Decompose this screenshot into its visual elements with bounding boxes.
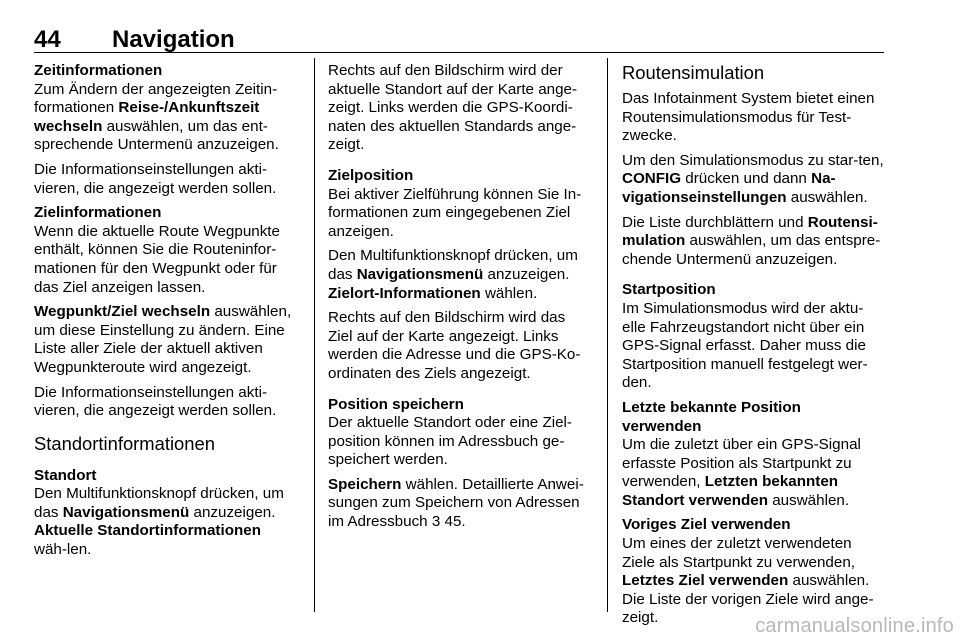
paragraph (622, 214, 884, 270)
subheading-letzte-bekannte-position: Letzte bekannte Position verwenden (622, 398, 801, 435)
header-rule (34, 52, 884, 53)
page-header (34, 26, 235, 52)
paragraph (34, 467, 296, 560)
column-1 (34, 62, 296, 566)
text: auswählen. (786, 188, 868, 206)
paragraph: Rechts auf den Bildschirm wird das Ziel auf der Karte angezeigt. Links werden die Adresse und die GPS-Ko-ordinaten des Ziels angezeigt. (328, 309, 581, 382)
section-heading-routensimulation: Routensimulation (622, 62, 765, 83)
text: anzuzeigen. (189, 503, 276, 521)
text: drücken und dann (681, 170, 812, 188)
paragraph: Die Informationseinstellungen akti-vieren, die angezeigt werden sollen. (34, 383, 277, 420)
text: wählen. (480, 284, 538, 302)
menu-term: Na-vigationseinstellungen (622, 170, 836, 206)
text: Zum Ändern der angezeigten Zeitin-formationen (34, 80, 278, 117)
text: anzuzeigen. (483, 265, 570, 283)
menu-term: Zielort-Informationen (328, 284, 481, 302)
menu-term: Speichern (328, 475, 402, 493)
text: Im Simulationsmodus wird der aktu-elle Fahrzeugstandort nicht über ein GPS-Signal erfasst. Daher muss die Startposition manuell festgelegt wer-den. (622, 299, 868, 392)
text: wäh-len. (34, 541, 92, 559)
paragraph (328, 396, 590, 470)
paragraph (622, 281, 884, 393)
column-divider (607, 58, 608, 612)
text: Bei aktiver Zielführung können Sie In-formationen zum eingegebenen Ziel anzeigen. (328, 185, 582, 240)
subheading-standort: Standort (34, 466, 97, 484)
paragraph (34, 62, 296, 155)
text: Wenn die aktuelle Route Wegpunkte enthält, können Sie die Routeninfor-mationen für den Wegpunkt oder für das Ziel anzeigen lassen. (34, 222, 280, 296)
menu-term: Aktuelle Standortinformationen (34, 522, 261, 540)
paragraph (34, 204, 296, 297)
text: auswählen, um das entspre-chende Untermenü anzuzeigen. (622, 232, 881, 268)
paragraph: Rechts auf den Bildschirm wird der aktuelle Standort auf der Karte ange-zeigt. Links werden die GPS-Koordi-naten des aktuellen Standards ange-zeigt. (328, 62, 578, 154)
menu-term: Reise-/Ankunftszeit wechseln (34, 99, 260, 135)
subheading-position-speichern: Position speichern (328, 395, 464, 413)
page-reference-icon[interactable]: 3 (431, 513, 441, 531)
menu-term: Letzten bekannten Standort verwenden (622, 473, 839, 509)
subheading-startposition: Startposition (622, 281, 716, 299)
text: Um die zuletzt über ein GPS-Signal erfasste Position als Startpunkt zu verwenden, (622, 436, 861, 491)
text: wählen. Detaillierte Anwei-sungen zum Speichern von Adressen im Adressbuch (328, 475, 584, 531)
text: Den Multifunktionsknopf drücken, um das (328, 247, 578, 283)
menu-term: Routensi-mulation (622, 213, 878, 250)
menu-term: Letztes Ziel verwenden (622, 572, 789, 590)
menu-term: Wegpunkt/Ziel wechseln (34, 303, 211, 321)
text: Die Liste durchblättern und (622, 213, 808, 231)
text: Der aktuelle Standort oder eine Ziel-position können im Adressbuch ge-speichert werden. (328, 414, 572, 469)
text: Um den Simulationsmodus zu star-ten, (622, 151, 884, 169)
watermark: carmanualsonline.info (755, 615, 954, 637)
paragraph (622, 399, 884, 511)
text: auswählen. (788, 572, 870, 590)
paragraph: Das Infotainment System bietet einen Routensimulationsmodus für Test-zwecke. (622, 90, 875, 145)
page-title: Navigation (112, 26, 235, 53)
page-reference[interactable]: 45. (440, 513, 466, 531)
subheading-zielinformationen: Zielinformationen (34, 204, 162, 222)
subheading-zeitinformationen: Zeitinformationen (34, 62, 163, 79)
paragraph (328, 167, 590, 241)
text: auswählen, um das ent-sprechende Untermenü anzuzeigen. (34, 117, 279, 154)
text: auswählen. (768, 491, 850, 509)
menu-term: Navigationsmenü (356, 265, 484, 283)
column-2 (328, 62, 590, 538)
paragraph (622, 516, 884, 628)
paragraph (34, 303, 296, 377)
button-term: CONFIG (622, 170, 682, 188)
text: Die Liste der vorigen Ziele wird ange-zeigt. (622, 590, 874, 627)
page-number: 44 (34, 26, 61, 53)
column-divider (314, 58, 315, 612)
text: auswählen, um diese Einstellung zu ändern. Eine Liste aller Ziele der aktuell aktiven Wegpunkteroute wird angezeigt. (34, 303, 292, 376)
paragraph (622, 152, 884, 208)
paragraph: Die Informationseinstellungen akti-vieren, die angezeigt werden sollen. (34, 160, 277, 197)
subheading-voriges-ziel: Voriges Ziel verwenden (622, 516, 791, 534)
subheading-zielposition: Zielposition (328, 166, 414, 184)
section-heading-standortinformationen: Standortinformationen (34, 432, 215, 454)
paragraph (328, 476, 590, 532)
column-3 (622, 62, 884, 634)
paragraph (328, 247, 590, 303)
menu-term: Navigationsmenü (62, 503, 190, 521)
text: Den Multifunktionsknopf drücken, um das (34, 485, 284, 521)
text: Um eines der zuletzt verwendeten Ziele als Startpunkt zu verwenden, (622, 535, 855, 571)
